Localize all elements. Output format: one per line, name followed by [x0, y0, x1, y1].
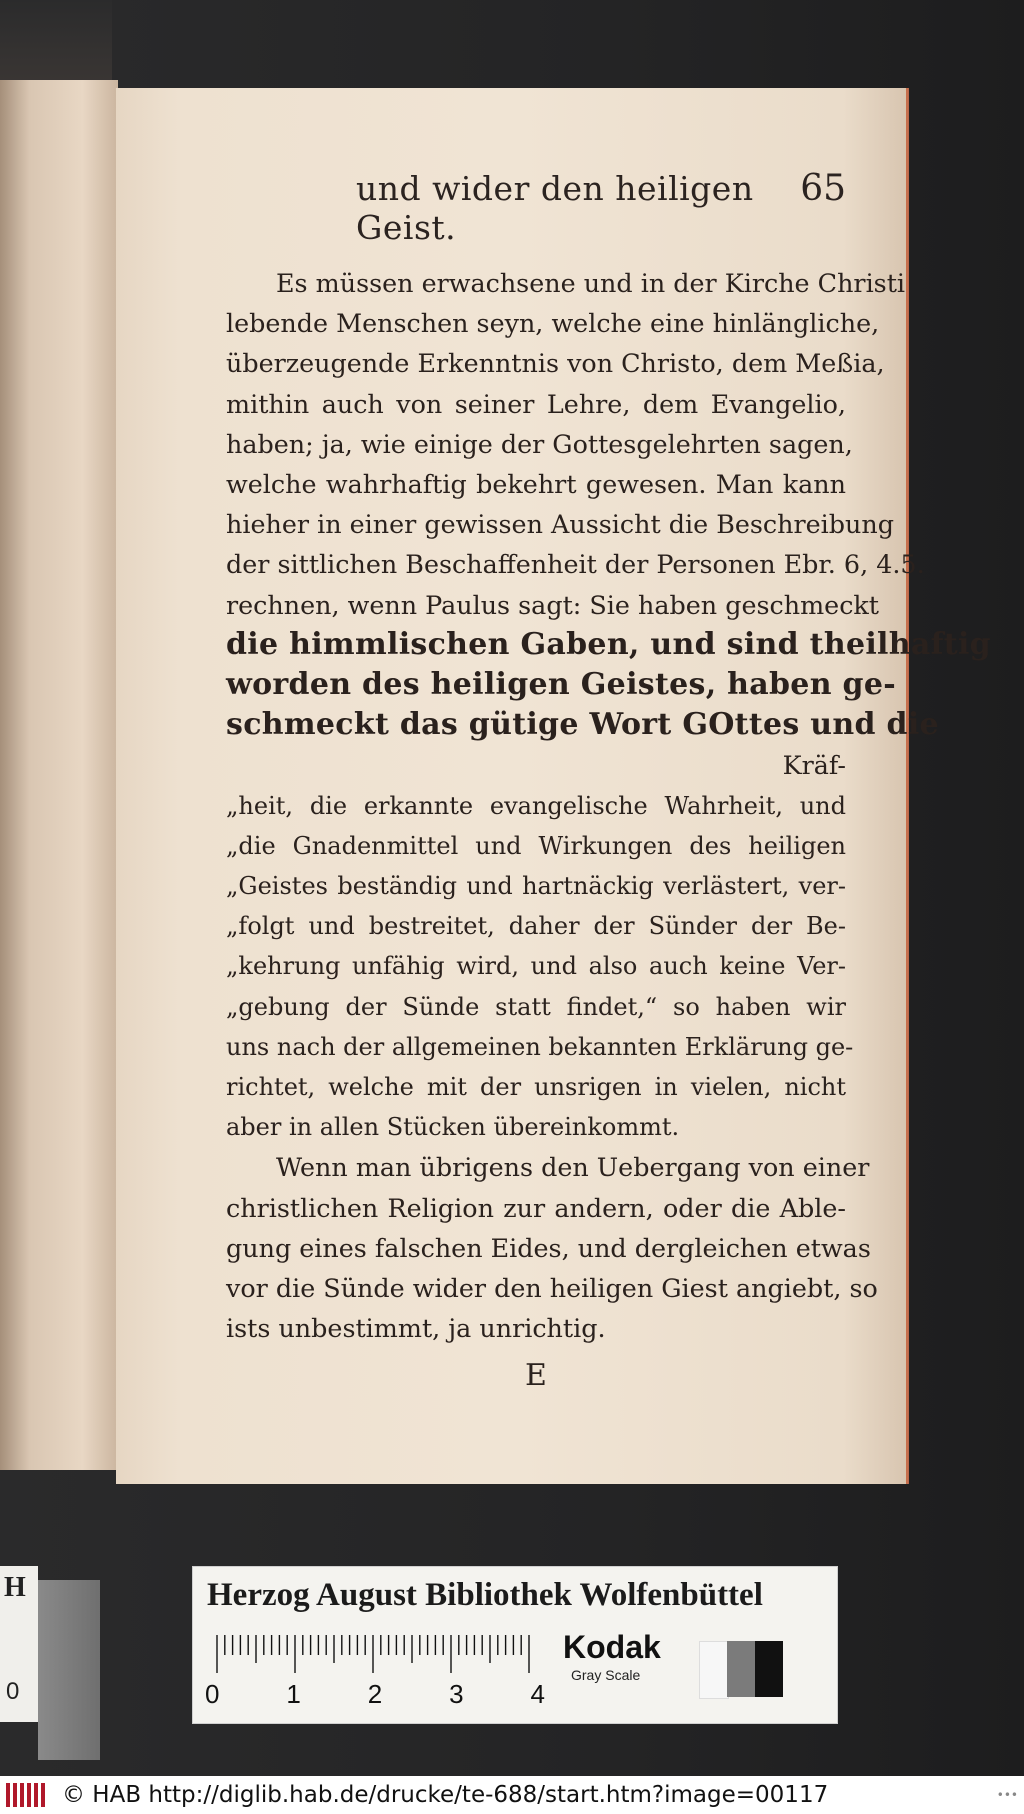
paragraph-1 [226, 263, 991, 786]
page-text-block [226, 168, 991, 1394]
text-line: ists unbestimmt, ja unrichtig. [226, 1313, 606, 1344]
running-title: und wider den heiligen Geist. [356, 169, 754, 247]
text-line: christlichen Religion zur andern, oder die Able- [226, 1192, 846, 1223]
emphasized-line: worden des heiligen Geistes, haben ge- [226, 667, 896, 703]
emphasized-line: die himmlischen Gaben, und sind theilhaftig [226, 626, 991, 662]
more-icon: ••• [996, 1788, 1018, 1802]
emphasized-line: schmeckt das gütige Wort GOttes und die [226, 707, 939, 743]
paragraph-3 [226, 1147, 878, 1348]
text-line: vor die Sünde wider den heiligen Giest angiebt, so [226, 1273, 878, 1304]
text-line: der sittlichen Beschaffenheit der Personen Ebr. 6, 4.5. [226, 549, 925, 580]
text-line: „heit, die erkannte evangelische Wahrheit, und [226, 791, 846, 820]
book-page [116, 88, 991, 1484]
text-line: gung eines falschen Eides, und dergleichen etwas [226, 1232, 871, 1263]
text-line: welche wahrhaftig bekehrt gewesen. Man kann [226, 469, 846, 500]
side-target-letter: H [4, 1572, 26, 1603]
signature-mark: E [525, 1358, 547, 1394]
text-line: haben; ja, wie einige der Gottesgelehrten sagen, [226, 428, 853, 459]
ruler-numbers [205, 1679, 545, 1710]
copyright-url[interactable]: © HAB http://diglib.hab.de/drucke/te-688/start.htm?image=00117 [62, 1782, 829, 1808]
ruler-scale [209, 1635, 539, 1675]
text-line: lebende Menschen seyn, welche eine hinlängliche, [226, 308, 880, 339]
institution-name: Herzog August Bibliothek Wolfenbüttel [207, 1577, 763, 1613]
text-line: überzeugende Erkenntnis von Christo, dem Meßia, [226, 348, 885, 379]
text-line: uns nach der allgemeinen bekannten Erklärung ge- [226, 1032, 854, 1061]
hab-logo-icon [4, 1780, 54, 1810]
page-header [226, 168, 846, 247]
text-line: mithin auch von seiner Lehre, dem Evangelio, [226, 388, 846, 419]
ruler-number: 2 [367, 1679, 383, 1709]
color-target-card [192, 1566, 838, 1724]
text-line: „kehrung unfähig wird, und also auch keine Ver- [226, 952, 846, 981]
text-line: aber in allen Stücken übereinkommt. [226, 1113, 680, 1142]
page-number: 65 [800, 168, 846, 209]
text-line: „Geistes beständig und hartnäckig verlästert, ver- [226, 872, 846, 901]
side-color-target [0, 1566, 38, 1722]
text-line: rechnen, wenn Paulus sagt: Sie haben geschmeckt [226, 589, 880, 620]
kodak-logo: Kodak [563, 1629, 661, 1665]
gray-patch-black [755, 1641, 783, 1697]
ruler-number: 1 [286, 1679, 301, 1709]
gray-patch-mid [727, 1641, 755, 1697]
text-line: Es müssen erwachsene und in der Kirche Christi [276, 268, 906, 298]
catchword-line: Kräf- [782, 750, 846, 781]
text-line: „folgt und bestreitet, daher der Sünder der Be- [226, 912, 846, 941]
footer-bar [0, 1776, 1024, 1814]
text-line: richtet, welche mit der unsrigen in vielen, nicht [226, 1073, 846, 1102]
ruler-number: 3 [449, 1679, 464, 1709]
ruler-number: 0 [205, 1679, 220, 1709]
ruler-number: 4 [530, 1679, 545, 1709]
side-gray-patch [38, 1580, 100, 1760]
text-line: „die Gnadenmittel und Wirkungen des heiligen [226, 831, 846, 860]
paragraph-2 [226, 786, 854, 1148]
text-line: hieher in einer gewissen Aussicht die Beschreibung [226, 509, 894, 540]
scan-background [0, 0, 112, 85]
gray-patch-white [699, 1641, 729, 1699]
text-line: Wenn man übrigens den Uebergang von einer [276, 1152, 870, 1183]
previous-page-edge [0, 80, 118, 1470]
text-line: „gebung der Sünde statt findet,“ so haben wir [226, 992, 846, 1021]
side-target-number: 0 [6, 1678, 20, 1705]
gray-scale-label: Gray Scale [571, 1667, 641, 1683]
